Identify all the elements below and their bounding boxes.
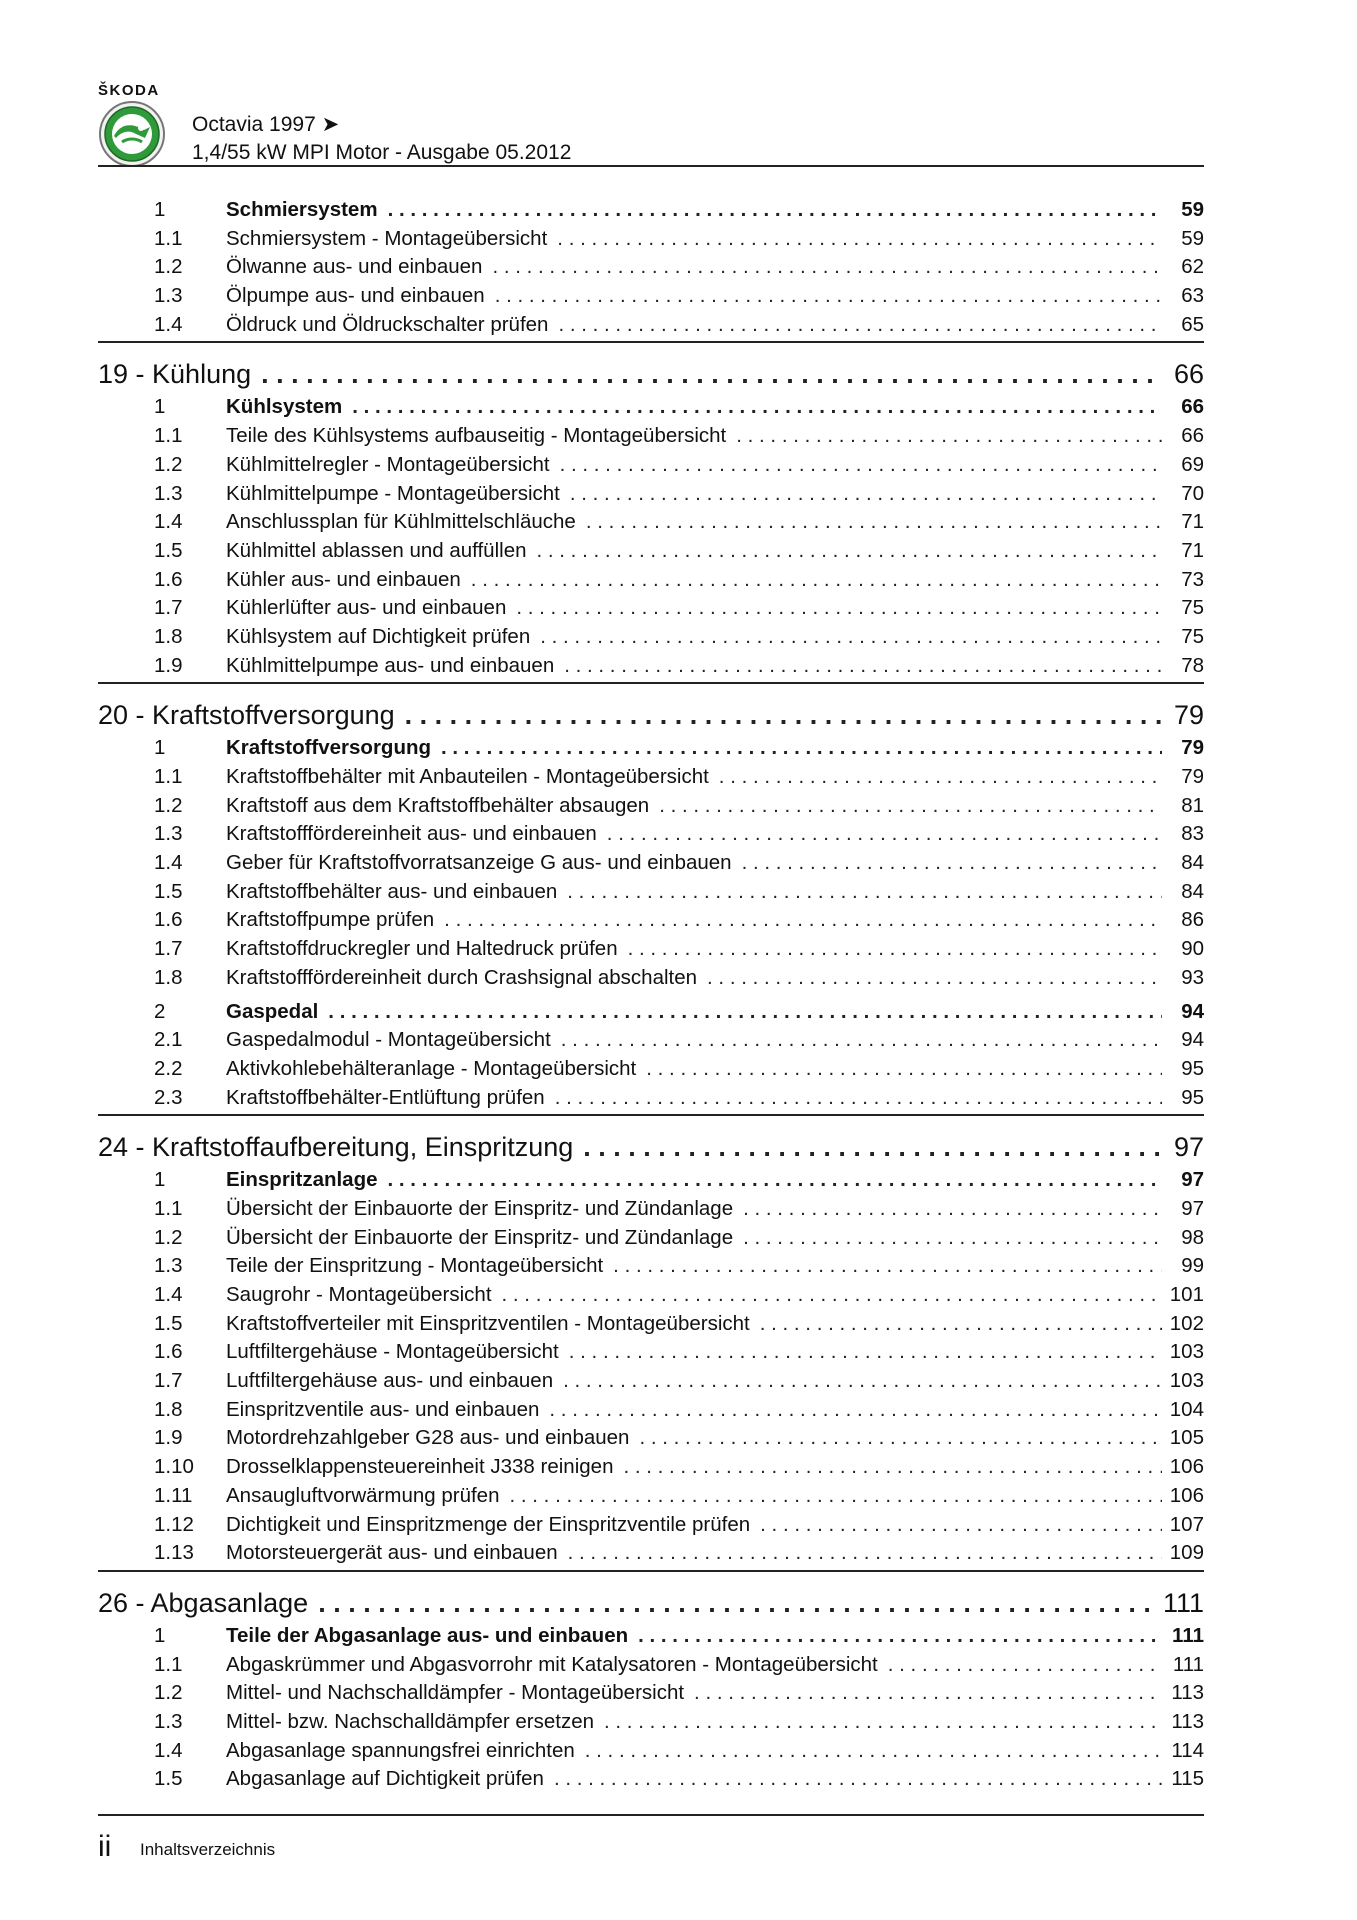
page-number: ii <box>98 1830 112 1863</box>
toc-entry[interactable]: 1 Teile der Abgasanlage aus- und einbauen . . . 111 <box>98 1622 1204 1651</box>
brand-wordmark: ŠKODA <box>98 82 160 99</box>
section-divider <box>98 682 1204 684</box>
toc-entry[interactable]: 2 Gaspedal . . . 94 <box>98 998 1204 1027</box>
toc-entry[interactable]: 1.1 Schmiersystem - Montageübersicht . . . 59 <box>98 225 1204 254</box>
toc-entry[interactable]: 1.4 Geber für Kraftstoffvorratsanzeige G aus- und einbauen . . . 84 <box>98 849 1204 878</box>
toc-entry[interactable]: 1.3 Ölpumpe aus- und einbauen . . . 63 <box>98 282 1204 311</box>
toc-entry[interactable]: 1.5 Kühlmittel ablassen und auffüllen . . . 71 <box>98 537 1204 566</box>
toc-chapter-26[interactable]: 26 - Abgasanlage . . . 111 <box>98 1585 1204 1622</box>
toc-entry[interactable]: 1.4 Anschlussplan für Kühlmittelschläuche . . . 71 <box>98 508 1204 537</box>
toc-entry[interactable]: 1.6 Kühler aus- und einbauen . . . 73 <box>98 566 1204 595</box>
toc-entry[interactable]: 1.11 Ansaugluftvorwärmung prüfen . . . 106 <box>98 1482 1204 1511</box>
toc-entry[interactable]: 1.12 Dichtigkeit und Einspritzmenge der Einspritzventile prüfen . . . 107 <box>98 1511 1204 1540</box>
toc-entry[interactable]: 1.3 Kühlmittelpumpe - Montageübersicht . . . 70 <box>98 480 1204 509</box>
toc-entry[interactable]: 1.5 Kraftstoffbehälter aus- und einbauen . . . 84 <box>98 878 1204 907</box>
toc-entry[interactable]: 1.2 Übersicht der Einbauorte der Einspritz- und Zündanlage . . . 98 <box>98 1224 1204 1253</box>
toc-entry[interactable]: 1.4 Öldruck und Öldruckschalter prüfen . . . 65 <box>98 311 1204 340</box>
toc-entry[interactable]: 1 Schmiersystem . . . 59 <box>98 196 1204 225</box>
toc-entry[interactable]: 1.4 Saugrohr - Montageübersicht . . . 101 <box>98 1281 1204 1310</box>
toc-entry[interactable]: 1.2 Kühlmittelregler - Montageübersicht . . . 69 <box>98 451 1204 480</box>
section-divider <box>98 1114 1204 1116</box>
toc-entry[interactable]: 1.3 Kraftstofffördereinheit aus- und einbauen . . . 83 <box>98 820 1204 849</box>
toc-entry[interactable]: 2.2 Aktivkohlebehälteranlage - Montageübersicht . . . 95 <box>98 1055 1204 1084</box>
toc-entry[interactable]: 1.2 Kraftstoff aus dem Kraftstoffbehälter absaugen . . . 81 <box>98 792 1204 821</box>
table-of-contents <box>98 196 1204 1794</box>
toc-chapter-19[interactable]: 19 - Kühlung . . . 66 <box>98 356 1204 393</box>
toc-entry[interactable]: 1 Kühlsystem . . . 66 <box>98 393 1204 422</box>
toc-entry[interactable]: 1.7 Kühlerlüfter aus- und einbauen . . . 75 <box>98 594 1204 623</box>
toc-entry[interactable]: 1.7 Kraftstoffdruckregler und Haltedruck prüfen . . . 90 <box>98 935 1204 964</box>
toc-entry[interactable]: 1.13 Motorsteuergerät aus- und einbauen . . . 109 <box>98 1539 1204 1568</box>
toc-entry[interactable]: 1.1 Teile des Kühlsystems aufbauseitig - Montageübersicht . . . 66 <box>98 422 1204 451</box>
toc-chapter-24[interactable]: 24 - Kraftstoffaufbereitung, Einspritzung . . . 97 <box>98 1129 1204 1166</box>
toc-entry[interactable]: 1.4 Abgasanlage spannungsfrei einrichten . . . 114 <box>98 1737 1204 1766</box>
toc-entry[interactable]: 1 Kraftstoffversorgung . . . 79 <box>98 734 1204 763</box>
toc-entry[interactable]: 1.3 Mittel- bzw. Nachschalldämpfer ersetzen . . . 113 <box>98 1708 1204 1737</box>
footer-divider <box>98 1814 1204 1816</box>
header-divider <box>98 165 1204 167</box>
toc-entry[interactable]: 2.3 Kraftstoffbehälter-Entlüftung prüfen . . . 95 <box>98 1084 1204 1113</box>
toc-entry[interactable]: 1.2 Ölwanne aus- und einbauen . . . 62 <box>98 253 1204 282</box>
toc-entry[interactable]: 1.6 Kraftstoffpumpe prüfen . . . 86 <box>98 906 1204 935</box>
toc-entry[interactable]: 1.6 Luftfiltergehäuse - Montageübersicht . . . 103 <box>98 1338 1204 1367</box>
skoda-logo-icon <box>98 100 166 168</box>
toc-entry[interactable]: 1.3 Teile der Einspritzung - Montageübersicht . . . 99 <box>98 1252 1204 1281</box>
toc-chapter-20[interactable]: 20 - Kraftstoffversorgung . . . 79 <box>98 697 1204 734</box>
toc-entry[interactable]: 1.8 Kraftstofffördereinheit durch Crashsignal abschalten . . . 93 <box>98 964 1204 993</box>
toc-entry[interactable]: 1.1 Abgaskrümmer und Abgasvorrohr mit Katalysatoren - Montageübersicht . . . 111 <box>98 1651 1204 1680</box>
toc-entry[interactable]: 1.9 Motordrehzahlgeber G28 aus- und einbauen . . . 105 <box>98 1424 1204 1453</box>
toc-entry[interactable]: 1 Einspritzanlage . . . 97 <box>98 1166 1204 1195</box>
section-divider <box>98 1570 1204 1572</box>
document-title: Octavia 1997 ➤ <box>192 113 340 136</box>
toc-entry[interactable]: 2.1 Gaspedalmodul - Montageübersicht . . . 94 <box>98 1026 1204 1055</box>
section-divider <box>98 341 1204 343</box>
toc-entry[interactable]: 1.1 Übersicht der Einbauorte der Einspritz- und Zündanlage . . . 97 <box>98 1195 1204 1224</box>
toc-entry[interactable]: 1.8 Kühlsystem auf Dichtigkeit prüfen . . . 75 <box>98 623 1204 652</box>
toc-entry[interactable]: 1.1 Kraftstoffbehälter mit Anbauteilen - Montageübersicht . . . 79 <box>98 763 1204 792</box>
toc-entry[interactable]: 1.9 Kühlmittelpumpe aus- und einbauen . . . 78 <box>98 652 1204 681</box>
footer-label: Inhaltsverzeichnis <box>140 1840 276 1859</box>
toc-entry[interactable]: 1.2 Mittel- und Nachschalldämpfer - Montageübersicht . . . 113 <box>98 1679 1204 1708</box>
toc-entry[interactable]: 1.7 Luftfiltergehäuse aus- und einbauen . . . 103 <box>98 1367 1204 1396</box>
toc-entry[interactable]: 1.5 Abgasanlage auf Dichtigkeit prüfen . . . 115 <box>98 1765 1204 1794</box>
document-subtitle: 1,4/55 kW MPI Motor - Ausgabe 05.2012 <box>192 141 572 164</box>
toc-entry[interactable]: 1.10 Drosselklappensteuereinheit J338 reinigen . . . 106 <box>98 1453 1204 1482</box>
toc-entry[interactable]: 1.5 Kraftstoffverteiler mit Einspritzventilen - Montageübersicht . . . 102 <box>98 1310 1204 1339</box>
toc-entry[interactable]: 1.8 Einspritzventile aus- und einbauen . . . 104 <box>98 1396 1204 1425</box>
